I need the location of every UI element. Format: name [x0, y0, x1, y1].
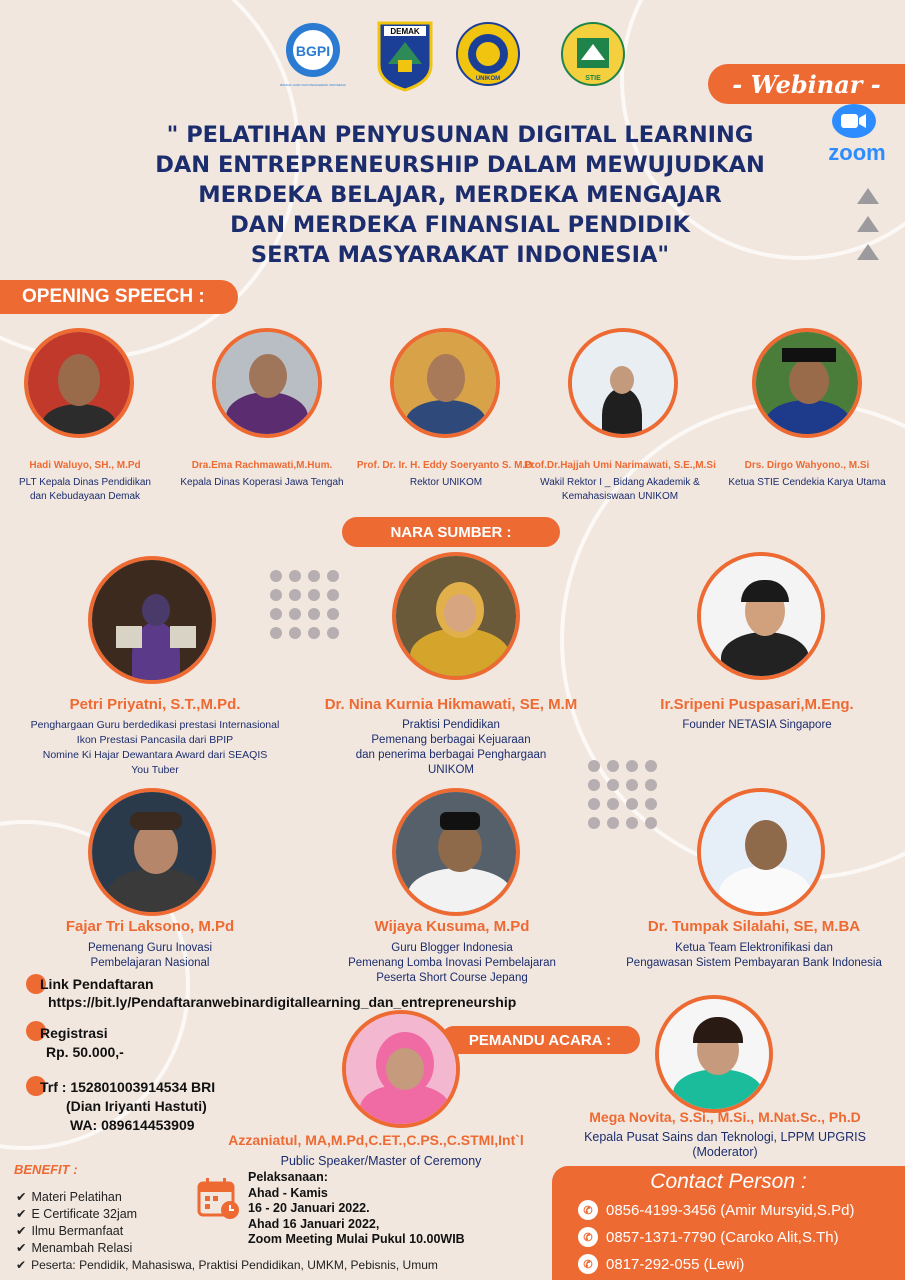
host-role: Kepala Pusat Sains dan Teknologi, LPPM UPGRIS (Moderator)	[584, 1130, 866, 1159]
speaker-name: Dr. Tumpak Silalahi, SE, M.BA	[647, 918, 861, 935]
benefit-label: BENEFIT :	[14, 1162, 78, 1177]
speaker-name: Hadi Waluyo, SH., M.Pd	[29, 460, 141, 471]
host-photo	[342, 1010, 460, 1128]
calendar-icon	[196, 1176, 240, 1220]
webinar-badge: - Webinar -	[708, 64, 905, 104]
contact-item[interactable]: ✆ 0857-1371-7790 (Caroko Alit,S.Th)	[578, 1227, 839, 1247]
opening-speech-label: OPENING SPEECH :	[0, 280, 238, 314]
pemandu-acara-label: PEMANDU ACARA :	[440, 1026, 640, 1054]
contact-item[interactable]: ✆ 0856-4199-3456 (Amir Mursyid,S.Pd)	[578, 1200, 854, 1220]
check-icon: ✔	[16, 1257, 27, 1272]
speaker-description: Founder NETASIA Singapore	[682, 719, 832, 731]
speaker-description: Ketua Team Elektronifikasi dan Pengawasan Sistem Pembayaran Bank Indonesia	[626, 942, 882, 969]
svg-text:DEMAK: DEMAK	[390, 27, 420, 36]
benefit-item: ✔ Ilmu Bermanfaat	[16, 1223, 124, 1238]
speaker-role: Wakil Rektor I _ Bidang Akademik & Kemahasiswaan UNIKOM	[540, 477, 700, 502]
svg-text:STIE: STIE	[585, 75, 601, 82]
check-icon: ✔	[16, 1190, 27, 1204]
whatsapp-icon: ✆	[578, 1254, 598, 1274]
decorative-dots	[270, 570, 339, 639]
speaker-name: Ir.Sripeni Puspasari,M.Eng.	[660, 696, 854, 713]
link-label: Link Pendaftaran	[40, 976, 154, 992]
speaker-name: Dr. Nina Kurnia Hikmawati, SE, M.M	[324, 696, 578, 713]
speaker-name: Prof.Dr.Hajjah Umi Narimawati, S.E.,M.Si	[524, 460, 716, 471]
benefit-item: ✔ Peserta: Pendidik, Mahasiswa, Praktisi Pendidikan, UMKM, Pebisnis, Umum	[16, 1257, 438, 1272]
speaker-name: Dra.Ema Rachmawati,M.Hum.	[191, 460, 333, 471]
registration-link[interactable]: https://bit.ly/Pendaftaranwebinardigitallearning_dan_entrepreneurship	[48, 994, 517, 1010]
transfer-info: Trf : 152801003914534 BRI (Dian Iriyanti Hastuti) WA: 089614453909	[40, 1079, 216, 1133]
stie-logo	[560, 20, 626, 92]
triangle-icon	[857, 216, 879, 232]
demak-logo	[372, 20, 438, 92]
speaker-role: Rektor UNIKOM	[409, 477, 483, 488]
speaker-photo	[697, 788, 825, 916]
speaker-photo	[88, 556, 216, 684]
speaker-photo	[697, 552, 825, 680]
speaker-photo	[212, 328, 322, 438]
speaker-name: Petri Priyatni, S.T.,M.Pd.	[69, 696, 241, 713]
bgpi-logo	[280, 20, 346, 92]
contact-item[interactable]: ✆ 0817-292-055 (Lewi)	[578, 1254, 744, 1274]
speaker-description: Penghargaan Guru berdedikasi prestasi Internasional Ikon Prestasi Pancasila dari BPIP Nomine Ki Hajar Dewantara Award dari SEAQIS You Tuber	[30, 719, 280, 776]
speaker-name: Drs. Dirgo Wahyono., M.Si	[744, 460, 870, 471]
host-name: Mega Novita, S.Si., M.Si., M.Nat.Sc., Ph.D	[589, 1109, 861, 1125]
unikom-logo	[455, 20, 521, 92]
nara-sumber-label: NARA SUMBER :	[342, 517, 560, 547]
host-photo	[655, 995, 773, 1113]
host-role: Public Speaker/Master of Ceremony	[280, 1154, 482, 1168]
zoom-label: zoom	[828, 140, 886, 165]
benefit-item: ✔ E Certificate 32jam	[16, 1206, 138, 1221]
speaker-description: Pemenang Guru Inovasi Pembelajaran Nasional	[87, 942, 213, 969]
registrasi-value: Rp. 50.000,-	[46, 1044, 124, 1060]
speaker-photo	[392, 552, 520, 680]
pelaksanaan-info: Pelaksanaan: Ahad - Kamis 16 - 20 Januari 2022. Ahad 16 Januari 2022, Zoom Meeting Mulai Pukul 10.00WIB	[248, 1170, 465, 1246]
svg-text:BIDANG GURU DAN PENGGERAK INDO: BIDANG GURU DAN PENGGERAK INDONESIA	[280, 83, 346, 87]
speaker-role: Kepala Dinas Koperasi Jawa Tengah	[180, 477, 344, 488]
zoom-camera-icon	[832, 104, 876, 138]
benefit-item: ✔ Menambah Relasi	[16, 1240, 133, 1255]
contact-person-label: Contact Person :	[650, 1170, 807, 1193]
whatsapp-icon: ✆	[578, 1227, 598, 1247]
event-title: " PELATIHAN PENYUSUNAN DIGITAL LEARNING DAN ENTREPRENEURSHIP DALAM MEWUJUDKAN MERDEKA BELAJAR, MERDEKA MENGAJAR DAN MERDEKA FINANSIAL PENDIDIK SERTA MASYARAKAT INDONESIA"	[155, 122, 765, 268]
speaker-name: Fajar Tri Laksono, M.Pd	[65, 918, 235, 935]
whatsapp-icon: ✆	[578, 1200, 598, 1220]
speaker-photo	[390, 328, 500, 438]
speaker-name: Wijaya Kusuma, M.Pd	[374, 918, 530, 935]
speaker-photo	[88, 788, 216, 916]
svg-text:UNIKOM: UNIKOM	[475, 76, 501, 82]
benefit-item: ✔ Materi Pelatihan	[16, 1189, 122, 1204]
speaker-description: Praktisi Pendidikan Pemenang berbagai Kejuaraan dan penerima berbagai Penghargaan UNIKOM	[355, 719, 547, 776]
registrasi-label: Registrasi	[40, 1025, 108, 1041]
speaker-photo	[568, 328, 678, 438]
speaker-photo	[24, 328, 134, 438]
speaker-role: PLT Kepala Dinas Pendidikan dan Kebudayaan Demak	[19, 477, 151, 502]
check-icon: ✔	[16, 1207, 27, 1221]
svg-text:BGPI: BGPI	[295, 43, 331, 59]
speaker-description: Guru Blogger Indonesia Pemenang Lomba Inovasi Pembelajaran Peserta Short Course Jepang	[348, 942, 556, 984]
speaker-photo	[752, 328, 862, 438]
triangle-icon	[857, 188, 879, 204]
speaker-name: Prof. Dr. Ir. H. Eddy Soeryanto S. M.D.	[356, 460, 536, 471]
triangle-icon	[857, 244, 879, 260]
speaker-photo	[392, 788, 520, 916]
check-icon: ✔	[16, 1241, 27, 1255]
speaker-role: Ketua STIE Cendekia Karya Utama	[728, 477, 886, 488]
host-name: Azzaniatul, MA,M.Pd,C.ET.,C.PS.,C.STMI,Int`l	[228, 1132, 524, 1148]
check-icon: ✔	[16, 1224, 27, 1238]
